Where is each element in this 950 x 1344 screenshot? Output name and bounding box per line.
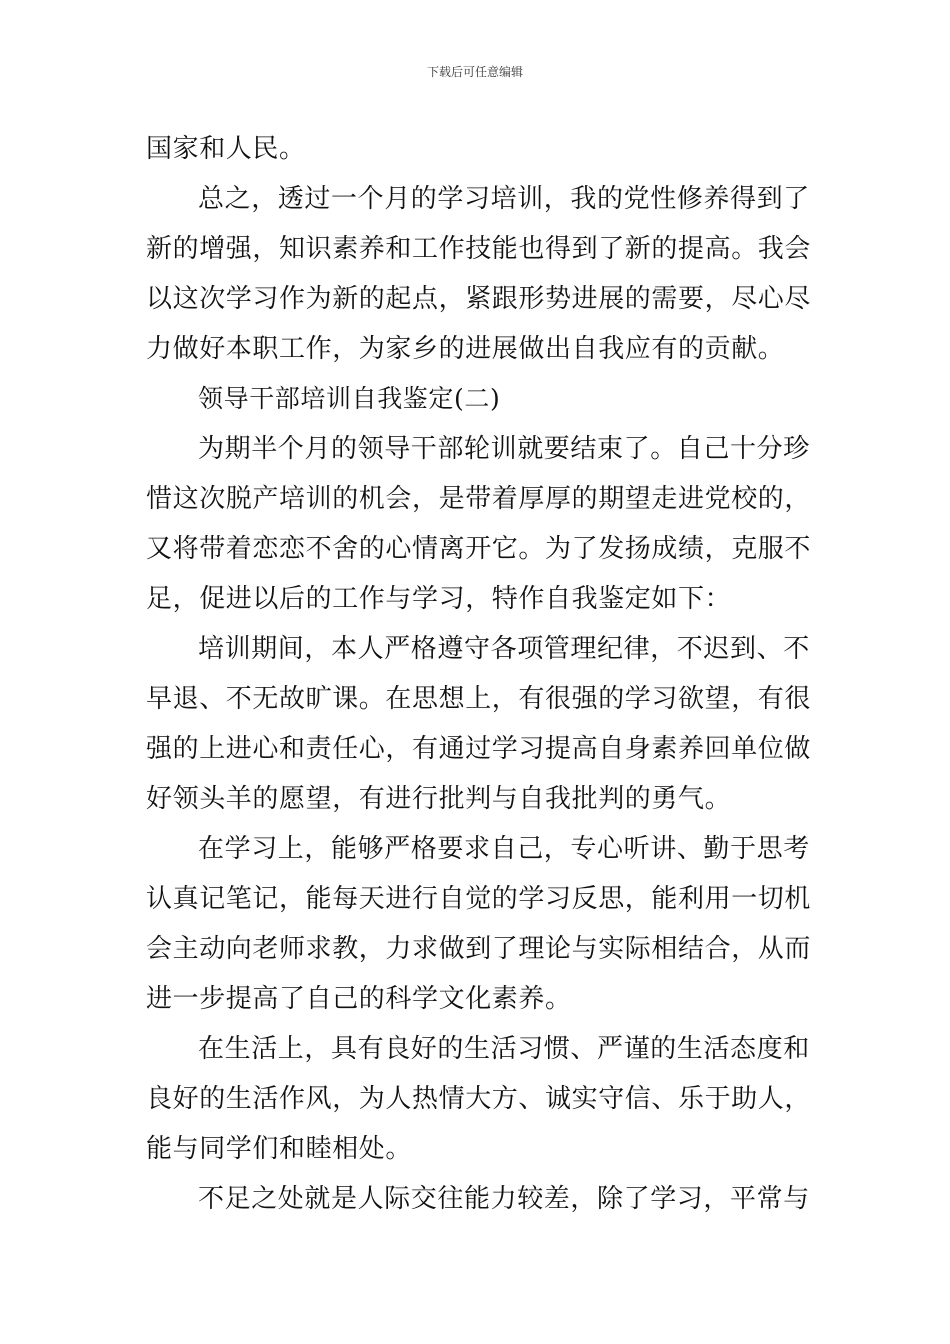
body-text-line: 能与同学们和睦相处。 xyxy=(146,1134,413,1164)
body-text-line: 惜这次脱产培训的机会，是带着厚厚的期望走进党校的， xyxy=(146,484,812,514)
body-text-line: 国家和人民。 xyxy=(146,134,306,164)
body-text-line: 以这次学习作为新的起点，紧跟形势进展的需要，尽心尽 xyxy=(146,284,812,314)
body-text-line: 力做好本职工作，为家乡的进展做出自我应有的贡献。 xyxy=(146,334,785,364)
page-header-note: 下载后可任意编辑 xyxy=(426,65,523,79)
body-text-line: 为期半个月的领导干部轮训就要结束了。自己十分珍 xyxy=(198,434,810,464)
body-text-line: 良好的生活作风，为人热情大方、诚实守信、乐于助人， xyxy=(146,1084,812,1114)
section-heading: 领导干部培训自我鉴定(二) xyxy=(198,384,501,413)
body-text-line: 早退、不无故旷课。在思想上，有很强的学习欲望，有很 xyxy=(146,684,812,714)
body-text-line: 进一步提高了自己的科学文化素养。 xyxy=(146,984,572,1014)
body-text-line: 认真记笔记，能每天进行自觉的学习反思，能利用一切机 xyxy=(146,884,812,914)
body-text-line: 新的增强，知识素养和工作技能也得到了新的提高。我会 xyxy=(146,234,812,264)
body-text-line: 在学习上，能够严格要求自己，专心听讲、勤于思考 xyxy=(198,834,810,864)
body-text-line: 又将带着恋恋不舍的心情离开它。为了发扬成绩，克服不 xyxy=(146,534,812,564)
body-text-line: 培训期间，本人严格遵守各项管理纪律，不迟到、不 xyxy=(198,634,810,664)
body-text-line: 强的上进心和责任心，有通过学习提高自身素养回单位做 xyxy=(146,734,812,764)
body-text-line: 总之，透过一个月的学习培训，我的党性修养得到了 xyxy=(198,184,810,214)
body-text-line: 足，促进以后的工作与学习，特作自我鉴定如下： xyxy=(146,584,732,614)
body-text-line: 在生活上，具有良好的生活习惯、严谨的生活态度和 xyxy=(198,1034,810,1064)
body-text-line: 会主动向老师求教，力求做到了理论与实际相结合，从而 xyxy=(146,934,812,964)
body-text-line: 好领头羊的愿望，有进行批判与自我批判的勇气。 xyxy=(146,784,732,814)
body-text-line: 不足之处就是人际交往能力较差，除了学习，平常与 xyxy=(198,1184,810,1214)
